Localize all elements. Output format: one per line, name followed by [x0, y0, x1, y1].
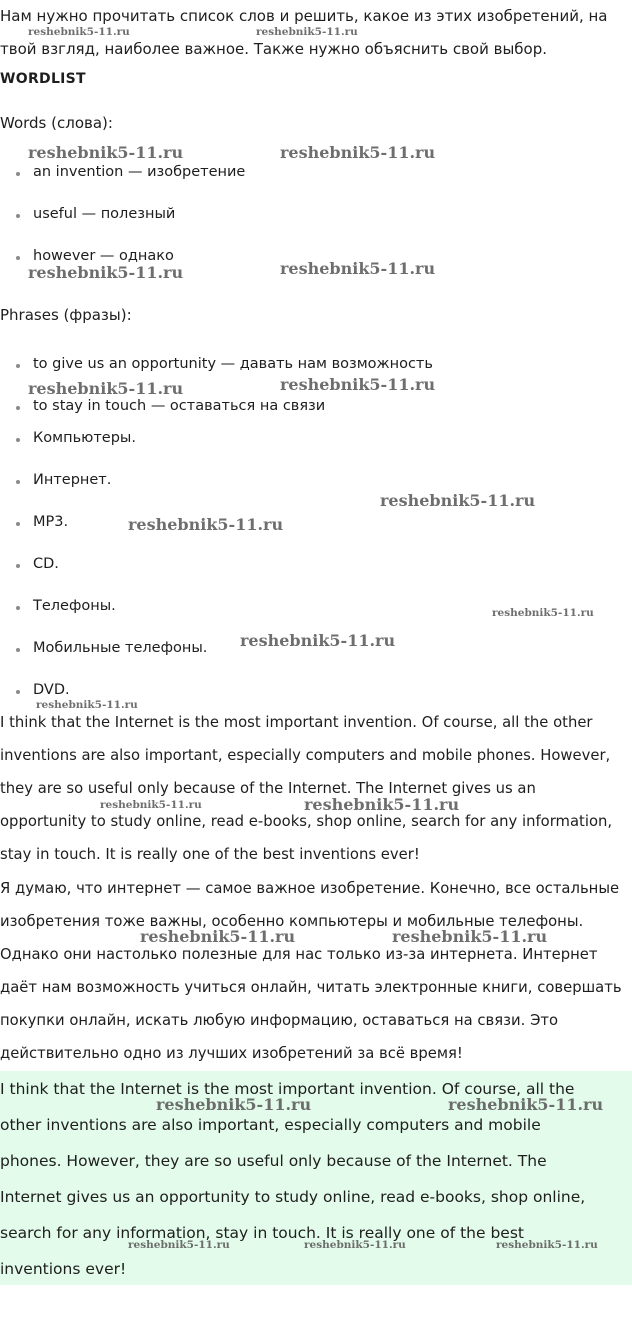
watermark: reshebnik5-11.ru: [304, 795, 460, 814]
paragraph-line: phones. However, they are so useful only because of the Internet. The: [0, 1152, 547, 1170]
watermark: reshebnik5-11.ru: [304, 1239, 406, 1251]
bullet-icon: [16, 606, 20, 610]
list-item: to give us an opportunity — давать нам возможность: [33, 356, 433, 372]
paragraph-line: inventions ever!: [0, 1260, 127, 1278]
list-item: an invention — изобретение: [33, 164, 246, 180]
paragraph-line: даёт нам возможность учиться онлайн, читать электронные книги, совершать: [0, 979, 622, 996]
bullet-icon: [16, 438, 20, 442]
bullet-icon: [16, 214, 20, 218]
paragraph-line: other inventions are also important, especially computers and mobile: [0, 1116, 541, 1134]
paragraph-line: search for any information, stay in touch. It is really one of the best: [0, 1224, 524, 1242]
paragraph-line: действительно одно из лучших изобретений за всё время!: [0, 1045, 463, 1062]
words-label: Words (слова):: [0, 114, 113, 132]
list-item: Мобильные телефоны.: [33, 640, 208, 656]
watermark: reshebnik5-11.ru: [392, 927, 548, 946]
bullet-icon: [16, 480, 20, 484]
watermark: reshebnik5-11.ru: [100, 799, 202, 811]
paragraph-line: изобретения тоже важны, особенно компьютеры и мобильные телефоны.: [0, 913, 584, 930]
watermark: reshebnik5-11.ru: [28, 26, 130, 38]
watermark: reshebnik5-11.ru: [256, 26, 358, 38]
watermark: reshebnik5-11.ru: [28, 143, 184, 162]
watermark: reshebnik5-11.ru: [448, 1095, 604, 1114]
watermark: reshebnik5-11.ru: [280, 143, 436, 162]
watermark: reshebnik5-11.ru: [280, 375, 436, 394]
list-item: CD.: [33, 556, 59, 572]
watermark: reshebnik5-11.ru: [128, 515, 284, 534]
paragraph-line: stay in touch. It is really one of the best inventions ever!: [0, 846, 420, 863]
phrases-label: Phrases (фразы):: [0, 306, 132, 324]
watermark: reshebnik5-11.ru: [36, 699, 138, 711]
watermark: reshebnik5-11.ru: [28, 379, 184, 398]
list-item: Интернет.: [33, 472, 112, 488]
bullet-icon: [16, 648, 20, 652]
watermark: reshebnik5-11.ru: [280, 259, 436, 278]
watermark: reshebnik5-11.ru: [380, 491, 536, 510]
watermark: reshebnik5-11.ru: [156, 1095, 312, 1114]
paragraph-line: I think that the Internet is the most important invention. Of course, all the: [0, 1080, 575, 1098]
watermark: reshebnik5-11.ru: [128, 1239, 230, 1251]
paragraph-line: inventions are also important, especially computers and mobile phones. However,: [0, 747, 611, 764]
bullet-icon: [16, 364, 20, 368]
watermark: reshebnik5-11.ru: [496, 1239, 598, 1251]
watermark: reshebnik5-11.ru: [28, 263, 184, 282]
bullet-icon: [16, 522, 20, 526]
english-paragraph: [0, 706, 632, 871]
list-item: Компьютеры.: [33, 430, 136, 446]
watermark: reshebnik5-11.ru: [240, 631, 396, 650]
paragraph-line: I think that the Internet is the most important invention. Of course, all the other: [0, 714, 593, 731]
paragraph-line: they are so useful only because of the Internet. The Internet gives us an: [0, 780, 536, 797]
intro-line: Нам нужно прочитать список слов и решить, какое из этих изобретений, на: [0, 7, 608, 25]
bullet-icon: [16, 256, 20, 260]
list-item: useful — полезный: [33, 206, 176, 222]
paragraph-line: Однако они настолько полезные для нас только из-за интернета. Интернет: [0, 946, 598, 963]
bullet-icon: [16, 564, 20, 568]
bullet-icon: [16, 172, 20, 176]
paragraph-line: Internet gives us an opportunity to study online, read e-books, shop online,: [0, 1188, 586, 1206]
list-item: to stay in touch — оставаться на связи: [33, 398, 326, 414]
watermark: reshebnik5-11.ru: [140, 927, 296, 946]
list-item: MP3.: [33, 514, 69, 530]
list-item: Телефоны.: [33, 598, 116, 614]
watermark: reshebnik5-11.ru: [492, 607, 594, 619]
wordlist-heading: WORDLIST: [0, 71, 86, 87]
paragraph-line: покупки онлайн, искать любую информацию, оставаться на связи. Это: [0, 1012, 559, 1029]
list-item: however — однако: [33, 248, 174, 264]
intro-line: твой взгляд, наиболее важное. Также нужно объяснить свой выбор.: [0, 40, 548, 58]
paragraph-line: opportunity to study online, read e-books, shop online, search for any information,: [0, 813, 613, 830]
bullet-icon: [16, 690, 20, 694]
paragraph-line: Я думаю, что интернет — самое важное изобретение. Конечно, все остальные: [0, 880, 620, 897]
russian-paragraph: [0, 872, 632, 1070]
list-item: DVD.: [33, 682, 70, 698]
bullet-icon: [16, 406, 20, 410]
